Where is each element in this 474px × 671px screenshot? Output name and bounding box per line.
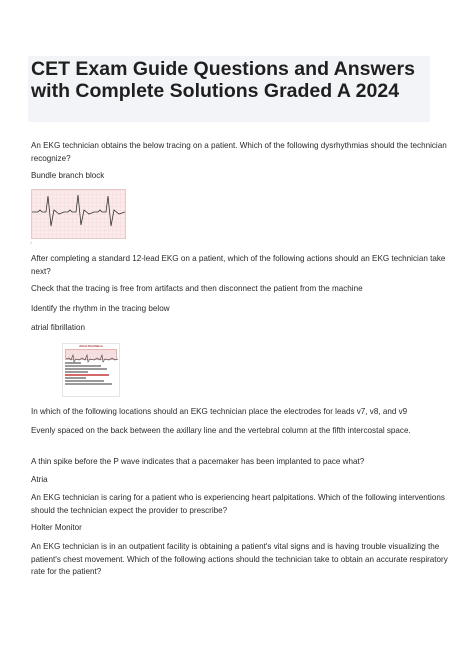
answer-6: Holter Monitor xyxy=(31,523,82,532)
afib-reference-image xyxy=(62,343,120,397)
afib-card-title: Atrial Fibrillation xyxy=(79,344,103,348)
afib-strip xyxy=(65,349,117,360)
answer-5: Atria xyxy=(31,475,48,484)
afib-notes xyxy=(63,360,119,386)
answer-2: Check that the tracing is free from artifacts and then disconnect the patient from the machine xyxy=(31,284,363,293)
question-4: In which of the following locations should an EKG technician place the electrodes for leads v7, v8, and v9 xyxy=(31,407,408,416)
question-3: Identify the rhythm in the tracing below xyxy=(31,304,170,313)
answer-1: Bundle branch block xyxy=(31,171,105,180)
question-7: An EKG technician is in an outpatient facility is obtaining a patient's vital signs and is having trouble visualizing the patient's chest movement. Which of the following actions should the technician take to obtain an accurate respiratory rate for the patient? xyxy=(31,542,448,577)
answer-3: atrial fibrillation xyxy=(31,323,85,332)
ekg-caption-mark: ⁄ xyxy=(31,240,32,245)
question-1: An EKG technician obtains the below tracing on a patient. Which of the following dysrhythmias should the technician recognize? xyxy=(31,141,447,163)
answer-4: Evenly spaced on the back between the axillary line and the vertebral column at the fifth intercostal space. xyxy=(31,426,411,435)
question-5: A thin spike before the P wave indicates that a pacemaker has been implanted to pace what? xyxy=(31,457,365,466)
question-6: An EKG technician is caring for a patient who is experiencing heart palpitations. Which of the following interventions should the technician expect the provider to prescribe? xyxy=(31,493,445,515)
document-title: CET Exam Guide Questions and Answers with Complete Solutions Graded A 2024 xyxy=(31,58,415,102)
question-2: After completing a standard 12-lead EKG on a patient, which of the following actions should an EKG technician take next? xyxy=(31,254,446,276)
ekg-tracing-image xyxy=(31,189,126,239)
